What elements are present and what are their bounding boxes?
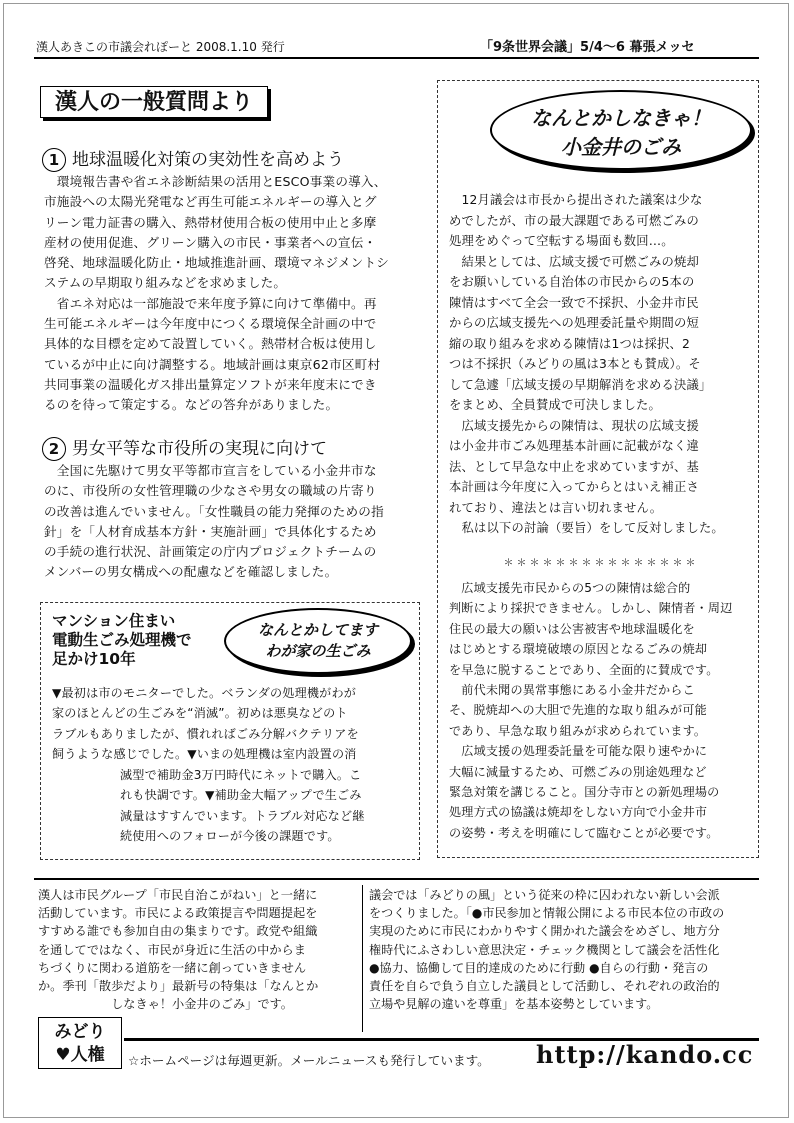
garbage-title-line1: なんとかしなきゃ！ <box>531 106 711 130</box>
faction-intro: 議会では「みどりの風」という従来の枠に囚われない新しい会派 をつくりました。「●市民参加と情報公開による市民本位の市政の 実現のために市民にわかりやすく開かれた議会をめざし、地方分 権時代にふさわしい意思決定・チェック機関として議会を活性化 ●協力、協働して目的達成のために行動 ●自らの行動・発言の 責任を自らで負う自立した議員として活動し、それぞれの政治的 立場や見解の違いを尊重」を基本姿勢としています。 <box>369 888 725 1012</box>
garbage-body: 12月議会は市長から提出された議案は少な めでしたが、市の最大課題である可燃ごみの 処理をめぐって空転する場面も数回…。 結果としては、広域支援で可燃ごみの焼却 をお願いしている自治体の市民からの5本の 陳情はすべて全会一致で不採択、小金井市民 からの広域支援先への処理委託量や期間の短 縮の取り組みを求める陳情は1つは採択、2 つは不採択（みどりの風は3本とも賛成）。そ して急遽「広域支援の早期解消を求める決議」 をまとめ、全員賛成で可決しました。 広域支援先からの陳情は、現状の広域支援 は小金井市ごみ処理基本計画に記載がなく違 法、として早急な中止を求めていますが、基 本計画は今年度に入ってからとはいえ補正さ れており、違法とは言い切れません。 私は以下の討論（要旨）をして反対しました。 <box>449 193 724 535</box>
q2-title: 男女平等な市役所の実現に向けて <box>72 439 327 459</box>
compost-body: ▼最初は市のモニターでした。ベランダの処理機がわが 家のほとんどの生ごみを“消滅”。初めは悪臭などのト ラブルもありましたが、慣れればごみ分解バクテリアを 飼うような感じでした。▼いまの処理機は室内設置の消 <box>52 686 359 761</box>
garbage-title-oval <box>490 90 752 170</box>
section-title: 漢人の一般質問より <box>40 86 268 118</box>
event-notice: 「9条世界会議」5/4～6 幕張メッセ <box>480 40 695 55</box>
q2-body: 全国に先駆けて男女平等都市宣言をしている小金井市な のに、市役所の女性管理職の少なさや男女の職域の片寄り の改善は進んでいません。「女性職員の能力発揮のための指 針」を「人材育成基本方針・実施計画」で具体化するため の手続の進行状況、計画策定の庁内プロジェクトチームの メンバーの男女構成への配慮などを確認しました。 <box>44 463 384 580</box>
newsletter-header: 漢人あきこの市議会れぽーと 2008.1.10 発行 <box>36 40 285 54</box>
q1-number: 1 <box>42 148 66 172</box>
q1-body: 環境報告書や省エネ診断結果の活用とESCO事業の導入、 市施設への太陽光発電など再生可能エネルギーの導入とグ リーン電力証書の購入、熱帯材使用合板の使用中止と多摩 産材の使用促進、グリーン購入の市民・事業者への宣伝・ 啓発、地球温暖化防止・地域推進計画、環境マネジメントシ ステムの早期取り組みなどを求めました。 省エネ対応は一部施設で来年度予算に向けて準備中。再 生可能エネルギーは今年度中につくる環境保全計画の中で 具体的な目標を定めて設置していく。熱帯材合板は使用し ているが中止に向け調整する。地域計画は東京62市区町村 共同事業の温暖化ガス排出量算定ソフトが来年度末にでき るのを待って策定する。などの答弁がありました。 <box>44 174 390 413</box>
stars-separator: ＊＊＊＊＊＊＊＊＊＊＊＊＊＊＊ <box>503 558 699 569</box>
homepage-note: ☆ホームページは毎週更新。メールニュースも発行しています。 <box>128 1053 490 1068</box>
header-rule <box>34 57 759 59</box>
q2-heading <box>42 434 327 461</box>
midori-badge: みどり ♥人権 <box>38 1017 122 1069</box>
compost-title-oval: なんとかしてます わが家の生ごみ <box>224 608 412 674</box>
compost-title: マンション住まい 電動生ごみ処理機で 足かけ10年 <box>52 612 192 668</box>
compost-body-indented: 滅型で補助金3万円時代にネットで購入。こ れも快調です。▼補助金大幅アップで生ごみ 減量はすすんでいます。トラブル対応など継 続使用へのフォローが今後の課題です。 <box>120 768 365 843</box>
q1-title: 地球温暖化対策の実効性を高めよう <box>72 150 344 170</box>
group-intro: 漢人は市民グループ「市民自治こがねい」と一緒に 活動しています。市民による政策提言や問題提起を すすめる誰でも参加自由の集まりです。政党や組織 を通してではなく、市民が身近に生活の中からま ちづくりに関わる道筋を一緒に創っていきません か。季刊「散歩だより」最新号の特集は「なんとか しなきゃ！小金井のごみ」です。 <box>38 888 319 1012</box>
speech-body: 広域支援先市民からの5つの陳情は総合的 判断により採択できません。しかし、陳情者・周辺 住民の最大の願いは公害被害や地球温暖化を はじめとする環境破壊の原因となるごみの焼却 を早急に脱することであり、全面的に賛成です。 前代未聞の異常事態にある小金井だからこ そ、脱焼却への大胆で先進的な取り組みが可能 であり、早急な取り組みが求められています。 広域支援の処理委託量を可能な限り速やかに 大幅に減量するため、可燃ごみの別途処理など 緊急対策を講じること。国分寺市との新処理場の 処理方式の協議は焼却をしない方向で小金井市 の姿勢・考えを明確にして臨むことが必要です。 <box>449 581 733 840</box>
footer-column-rule <box>362 885 363 1032</box>
q1-heading <box>42 145 344 172</box>
q2-number: 2 <box>42 437 66 461</box>
footer-divider <box>34 878 759 880</box>
website-url[interactable]: http://kando.cc <box>536 1040 754 1069</box>
garbage-title-line2: 小金井のごみ <box>561 135 681 159</box>
